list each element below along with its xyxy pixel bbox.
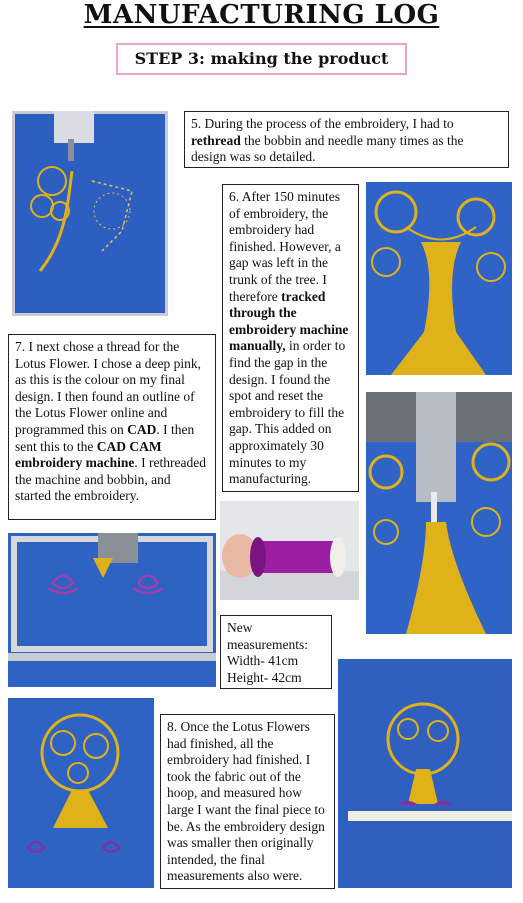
note-5: 5. During the process of the embroidery, I had to rethread the bobbin and needle many times as the design was so detailed. — [184, 111, 509, 168]
page-title: MANUFACTURING LOG — [83, 0, 440, 30]
step-heading: STEP 3: making the product — [116, 43, 407, 75]
photo-embroidery-in-progress — [12, 111, 168, 316]
photo-lotus-embroidery — [8, 533, 216, 687]
photo-thread-spool — [220, 501, 359, 600]
note-6: 6. After 150 minutes of embroidery, the embroidery had finished. However, a gap was left in the trunk of the tree. I therefore tracked through the embroidery machine manually, in order to find the gap in the design. I found the spot and reset the embroidery to fill the gap. This added on approximately 30 minutes to my manufacturing. — [222, 184, 359, 492]
measurement-height: Height- 42cm — [227, 669, 302, 685]
photo-finished-tree — [366, 182, 512, 375]
measurements-heading: New measurements: — [227, 620, 308, 652]
measurements-box — [220, 615, 332, 689]
note-8: 8. Once the Lotus Flowers had finished, all the embroidery had finished. I took the fabric out of the hoop, and measured how large I want the final piece to be. As the embroidery design was smaller then originally intended, the final measurements also were. — [160, 714, 335, 889]
photo-filling-gap — [366, 392, 512, 634]
measurement-width: Width- 41cm — [227, 653, 299, 669]
photo-measuring-fabric — [338, 659, 512, 888]
photo-finished-embroidery — [8, 698, 154, 888]
note-7: 7. I next chose a thread for the Lotus Flower. I chose a deep pink, as this is the colour on my final design. I then found an outline of the Lotus Flower online and programmed this on CAD. I then sent this to the CAD CAM embroidery machine. I rethreaded the machine and bobbin, and started the embroidery. — [8, 334, 216, 520]
